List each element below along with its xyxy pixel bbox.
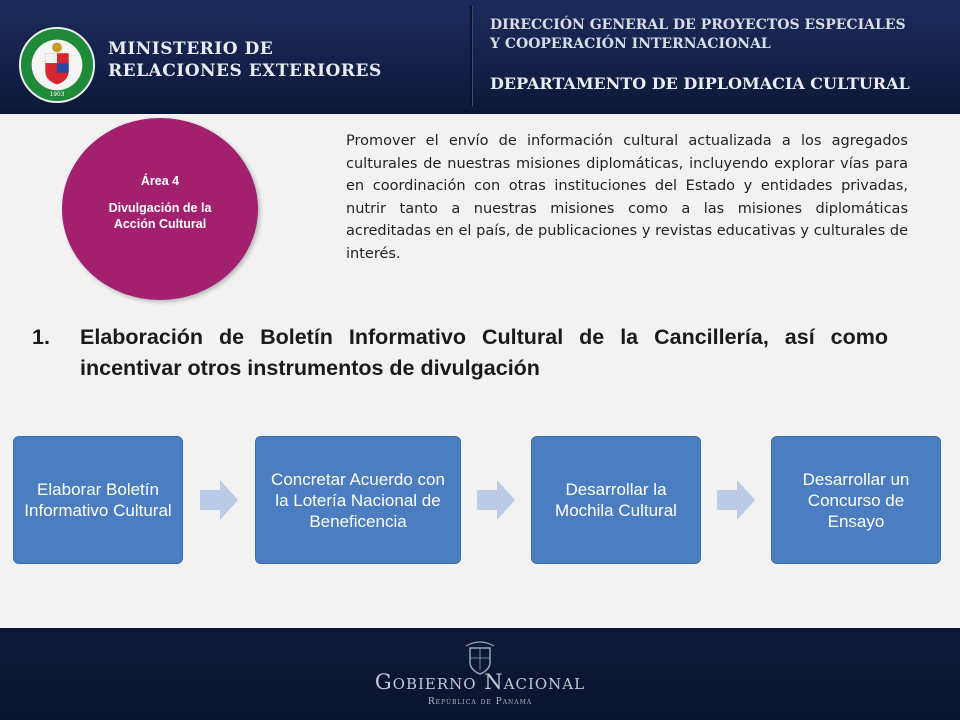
seal-year: 1903 <box>49 92 65 99</box>
department-name: DEPARTAMENTO DE DIPLOMACIA CULTURAL <box>490 74 910 93</box>
arrow-right-icon <box>477 480 515 520</box>
header-bottom-line <box>0 110 960 114</box>
item-number: 1. <box>32 325 50 349</box>
area-circle <box>62 118 258 300</box>
process-step-4: Desarrollar un Concurso de Ensayo <box>771 436 941 564</box>
area-subtitle: Divulgación de la Acción Cultural <box>108 201 212 231</box>
ministry-line-1: MINISTERIO DE <box>108 39 274 59</box>
directorate-line-1: DIRECCIÓN GENERAL DE PROYECTOS ESPECIALES <box>490 17 906 33</box>
item-text: Elaboración de Boletín Informativo Cultural de la Cancillería, así como incentivar otros instrumentos de divulgación <box>80 325 888 380</box>
directorate-line-2: Y COOPERACIÓN INTERNACIONAL <box>490 36 771 52</box>
ministry-name <box>108 38 382 82</box>
process-step-3: Desarrollar la Mochila Cultural <box>531 436 701 564</box>
header-divider <box>470 6 473 106</box>
arrow-right-icon <box>200 480 238 520</box>
process-step-1: Elaborar Boletín Informativo Cultural <box>13 436 183 564</box>
directorate-name <box>490 16 906 54</box>
header-banner <box>0 0 960 110</box>
area-title: Área 4 <box>140 174 180 188</box>
arrow-right-icon <box>717 480 755 520</box>
footer-gobierno-nacional: Gobierno Nacional <box>374 670 586 694</box>
ministry-line-2: RELACIONES EXTERIORES <box>108 61 382 81</box>
numbered-item <box>32 322 888 384</box>
footer-republica: República de Panamá <box>427 697 533 707</box>
area-description: Promover el envío de información cultural actualizada a los agregados culturales de nuestras misiones diplomáticas, incluyendo explorar vías para en coordinación con otras instituciones del Estado y entidades privadas, nutrir tanto a nuestras misiones como a las misiones diplomáticas acreditadas en el país, de publicaciones y revistas educativas y culturales de interés. <box>346 133 908 262</box>
process-step-2: Concretar Acuerdo con la Lotería Nacional de Beneficencia <box>255 436 461 564</box>
ministry-seal-icon <box>18 26 96 104</box>
